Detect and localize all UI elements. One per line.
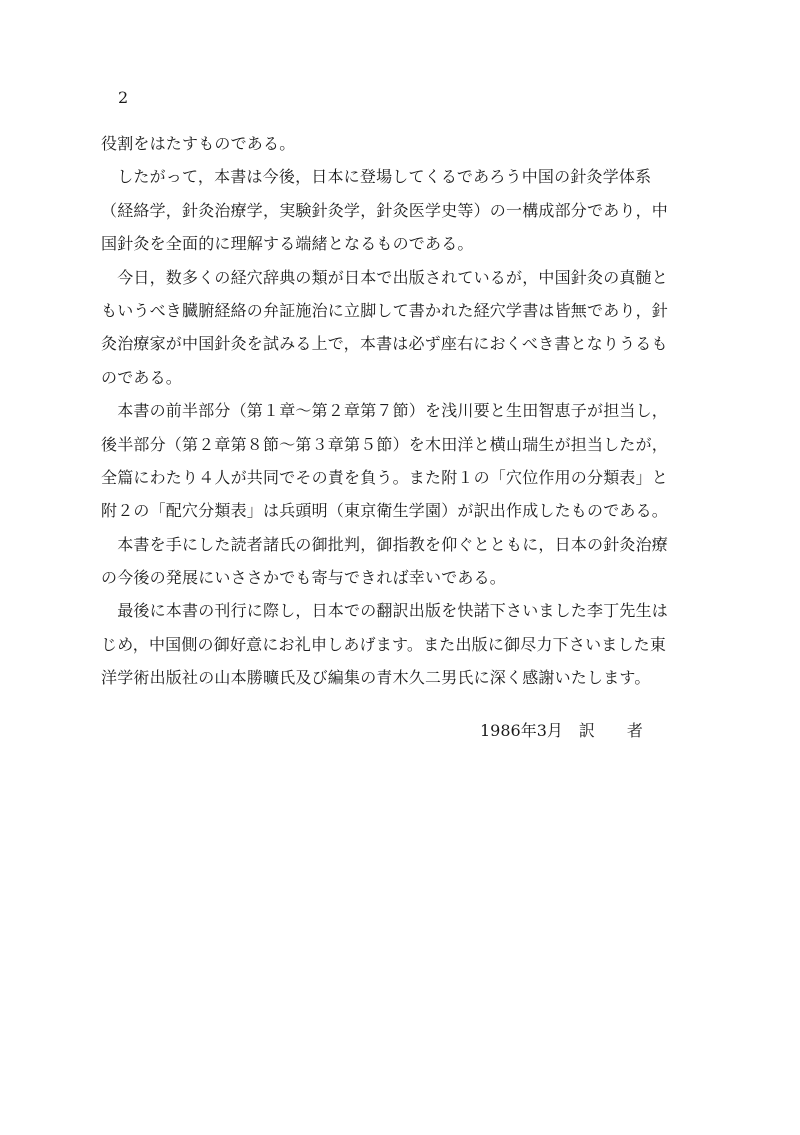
text-line: 役割をはたすものである。 — [101, 134, 296, 153]
text-line: 本書の前半部分（第１章～第２章第７節）を浅川要と生田智恵子が担当し， — [101, 401, 669, 421]
text-line: 今日，数多くの経穴辞典の類が日本で出版されているが，中国針灸の真髄と — [101, 267, 669, 287]
body-text — [101, 131, 701, 699]
text-line: のである。 — [101, 367, 183, 387]
text-line: 最後に本書の刊行に際し，日本での翻訳出版を快諾下さいました李丁先生は — [101, 601, 669, 621]
text-line: 灸治療家が中国針灸を試みる上で，本書は必ず座右におくべき書となりうるも — [101, 334, 668, 354]
text-line: 附２の「配穴分類表」は兵頭明（東京衛生学園）が訳出作成したものである。 — [101, 501, 669, 521]
text-line: 本書を手にした読者諸氏の御批判，御指教を仰ぐとともに，日本の針灸治療 — [101, 534, 669, 554]
signature-date: 1986年3月 訳 者 — [480, 721, 643, 740]
text-line: （経絡学，針灸治療学，実験針灸学，針灸医学史等）の一構成部分であり，中 — [101, 200, 669, 220]
text-line: 洋学術出版社の山本勝曠氏及び編集の青木久二男氏に深く感謝いたします。 — [101, 668, 651, 688]
text-line: じめ，中国側の御好意にお礼申しあげます。また出版に御尽力下さいました東 — [101, 634, 667, 654]
text-line: したがって，本書は今後，日本に登場してくるであろう中国の針灸学体系 — [101, 167, 652, 187]
text-line: もいうべき臓腑経絡の弁証施治に立脚して書かれた経穴学書は皆無であり，針 — [101, 300, 669, 320]
text-line: 国針灸を全面的に理解する端緒となるものである。 — [101, 234, 474, 254]
text-line: 全篇にわたり４人が共同でその責を負う。また附１の「穴位作用の分類表」と — [101, 467, 669, 487]
text-line: 後半部分（第２章第８節～第３章第５節）を木田洋と横山瑞生が担当したが， — [101, 434, 669, 454]
text-line: の今後の発展にいささかでも寄与できれば幸いである。 — [101, 568, 507, 588]
page-number: 2 — [118, 88, 129, 107]
